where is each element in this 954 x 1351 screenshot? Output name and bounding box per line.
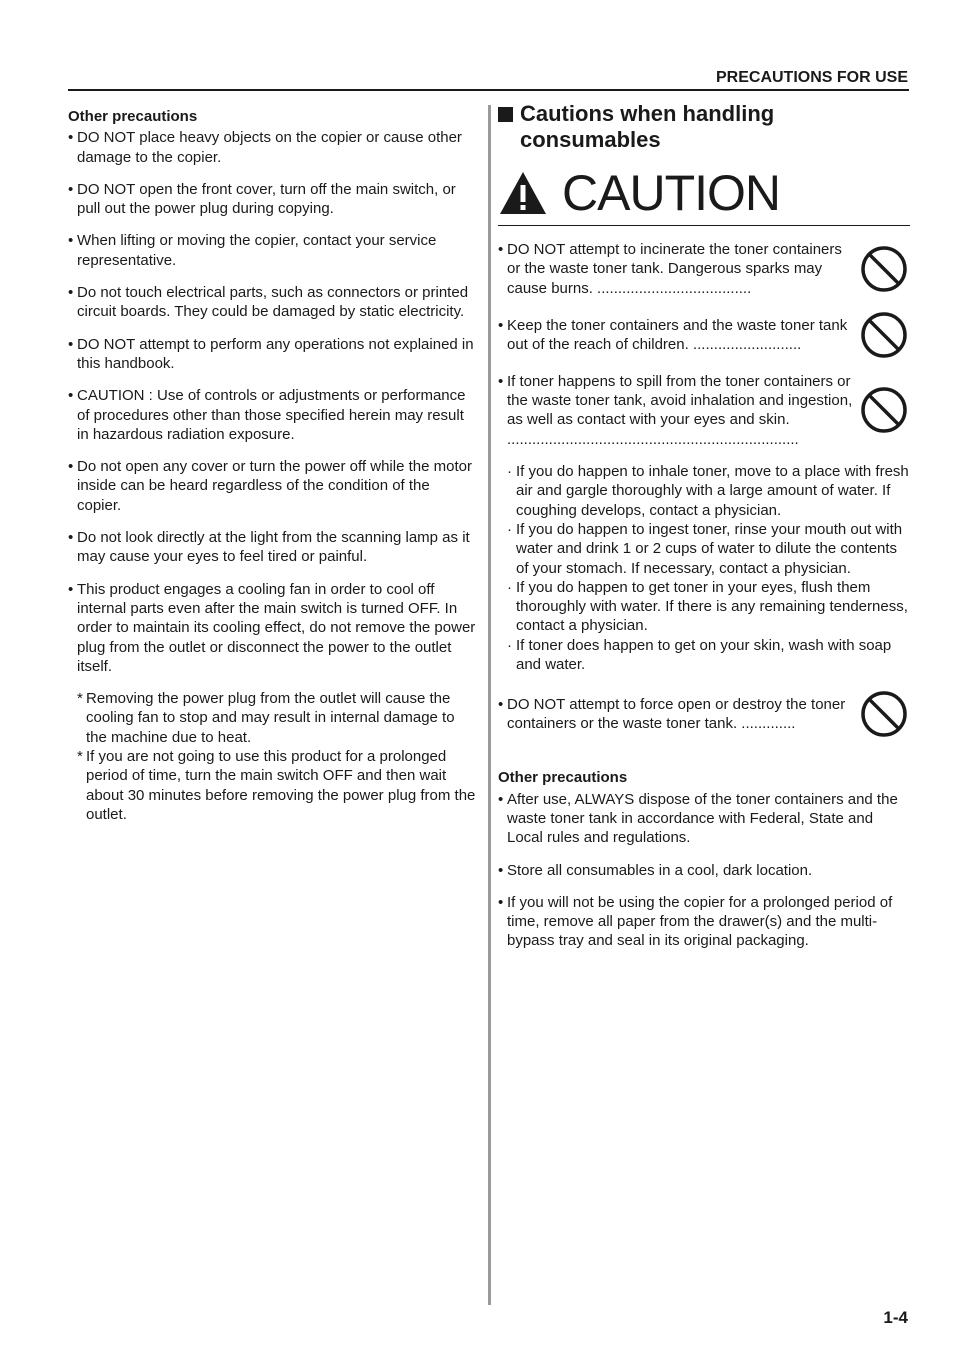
hazard-item [498,690,910,738]
warning-triangle-icon [498,170,548,216]
note-item [68,747,478,824]
prohibition-icon [860,311,908,359]
note-marker: * [77,748,83,766]
note-marker: * [77,690,83,708]
precaution-item: • Do not touch electrical parts, such as connectors or printed circuit boards. They could be damaged by static electricity. [68,283,478,322]
precaution-item: • DO NOT open the front cover, turn off the main switch, or pull out the power plug during copying. [68,180,478,219]
square-bullet-icon [498,107,513,122]
note-text: Removing the power plug from the outlet will cause the cooling fan to stop and may result in internal damage to the machine due to heat. [86,690,455,746]
precaution-item: • After use, ALWAYS dispose of the toner containers and the waste toner tank in accordance with Federal, State and Local rules and regulations. [498,790,910,848]
hazard-text: • DO NOT attempt to incinerate the toner containers or the waste toner tank. Dangerous sparks may cause burns. ..................................... [498,240,855,298]
precaution-item: • DO NOT place heavy objects on the copier or cause other damage to the copier. [68,128,478,167]
hazard-item [498,372,910,449]
note-text: If you are not going to use this product for a prolonged period of time, turn the main switch OFF and then wait about 30 minutes before removing the power plug from the outlet. [86,748,476,823]
hazard-item [498,311,910,359]
other-precautions-heading: Other precautions [498,769,628,787]
caution-banner [498,163,910,226]
prohibition-icon [860,690,908,738]
precaution-item: • CAUTION : Use of controls or adjustments or performance of procedures other than those specified herein may result in hazardous radiation exposure. [68,386,478,444]
precaution-item: • This product engages a cooling fan in order to cool off internal parts even after the main switch is turned OFF. In order to maintain its cooling effect, do not remove the power plug from the outlet or disconnect the power to the outlet itself. [68,580,478,676]
prohibition-icon [860,386,908,434]
precaution-item: • DO NOT attempt to perform any operations not explained in this handbook. [68,335,478,374]
left-column [68,107,478,824]
first-aid-item: · If you do happen to ingest toner, rinse your mouth out with water and drink 1 or 2 cups of water to dilute the contents of your stomach. If necessary, contact a physician. [507,520,910,578]
notes-list [68,689,478,824]
precaution-item: • Store all consumables in a cool, dark location. [498,861,910,880]
first-aid-item: · If toner does happen to get on your skin, wash with soap and water. [507,636,910,675]
hazard-text: • If toner happens to spill from the toner containers or the waste toner tank, avoid inhalation and ingestion, as well as contact with your eyes and skin. ...................................................................... [498,372,855,449]
prohibition-icon [860,245,908,293]
first-aid-item: · If you do happen to inhale toner, move to a place with fresh air and gargle thoroughly with a large amount of water. If coughing develops, contact a physician. [507,462,910,520]
consumables-other-precautions [498,768,910,950]
right-column [498,101,910,964]
hazard-text: • DO NOT attempt to force open or destroy the toner containers or the waste toner tank. ............. [498,695,855,734]
hazard-item [498,240,910,298]
section-title: Cautions when handling consumables [520,101,775,152]
precaution-item: • If you will not be using the copier for a prolonged period of time, remove all paper from the drawer(s) and the multi-bypass tray and seal in its original packaging. [498,893,910,951]
first-aid-list [507,462,910,674]
precaution-item: • Do not look directly at the light from the scanning lamp as it may cause your eyes to feel tired or painful. [68,528,478,567]
caution-label: CAUTION [562,165,780,221]
note-item [68,689,478,747]
running-header: PRECAUTIONS FOR USE [715,69,908,86]
hazard-text: • Keep the toner containers and the waste toner tank out of the reach of children. .......................... [498,316,855,355]
header-rule [68,89,909,91]
section-heading [498,101,910,153]
page-number: 1-4 [883,1308,908,1327]
other-precautions-heading: Other precautions [68,108,198,125]
column-divider [488,105,491,1305]
precaution-item: • When lifting or moving the copier, contact your service representative. [68,231,478,270]
first-aid-item: · If you do happen to get toner in your eyes, flush them thoroughly with water. If there is any remaining tenderness, contact a physician. [507,578,910,636]
precaution-item: • Do not open any cover or turn the power off while the motor inside can be heard regardless of the condition of the copier. [68,457,478,515]
